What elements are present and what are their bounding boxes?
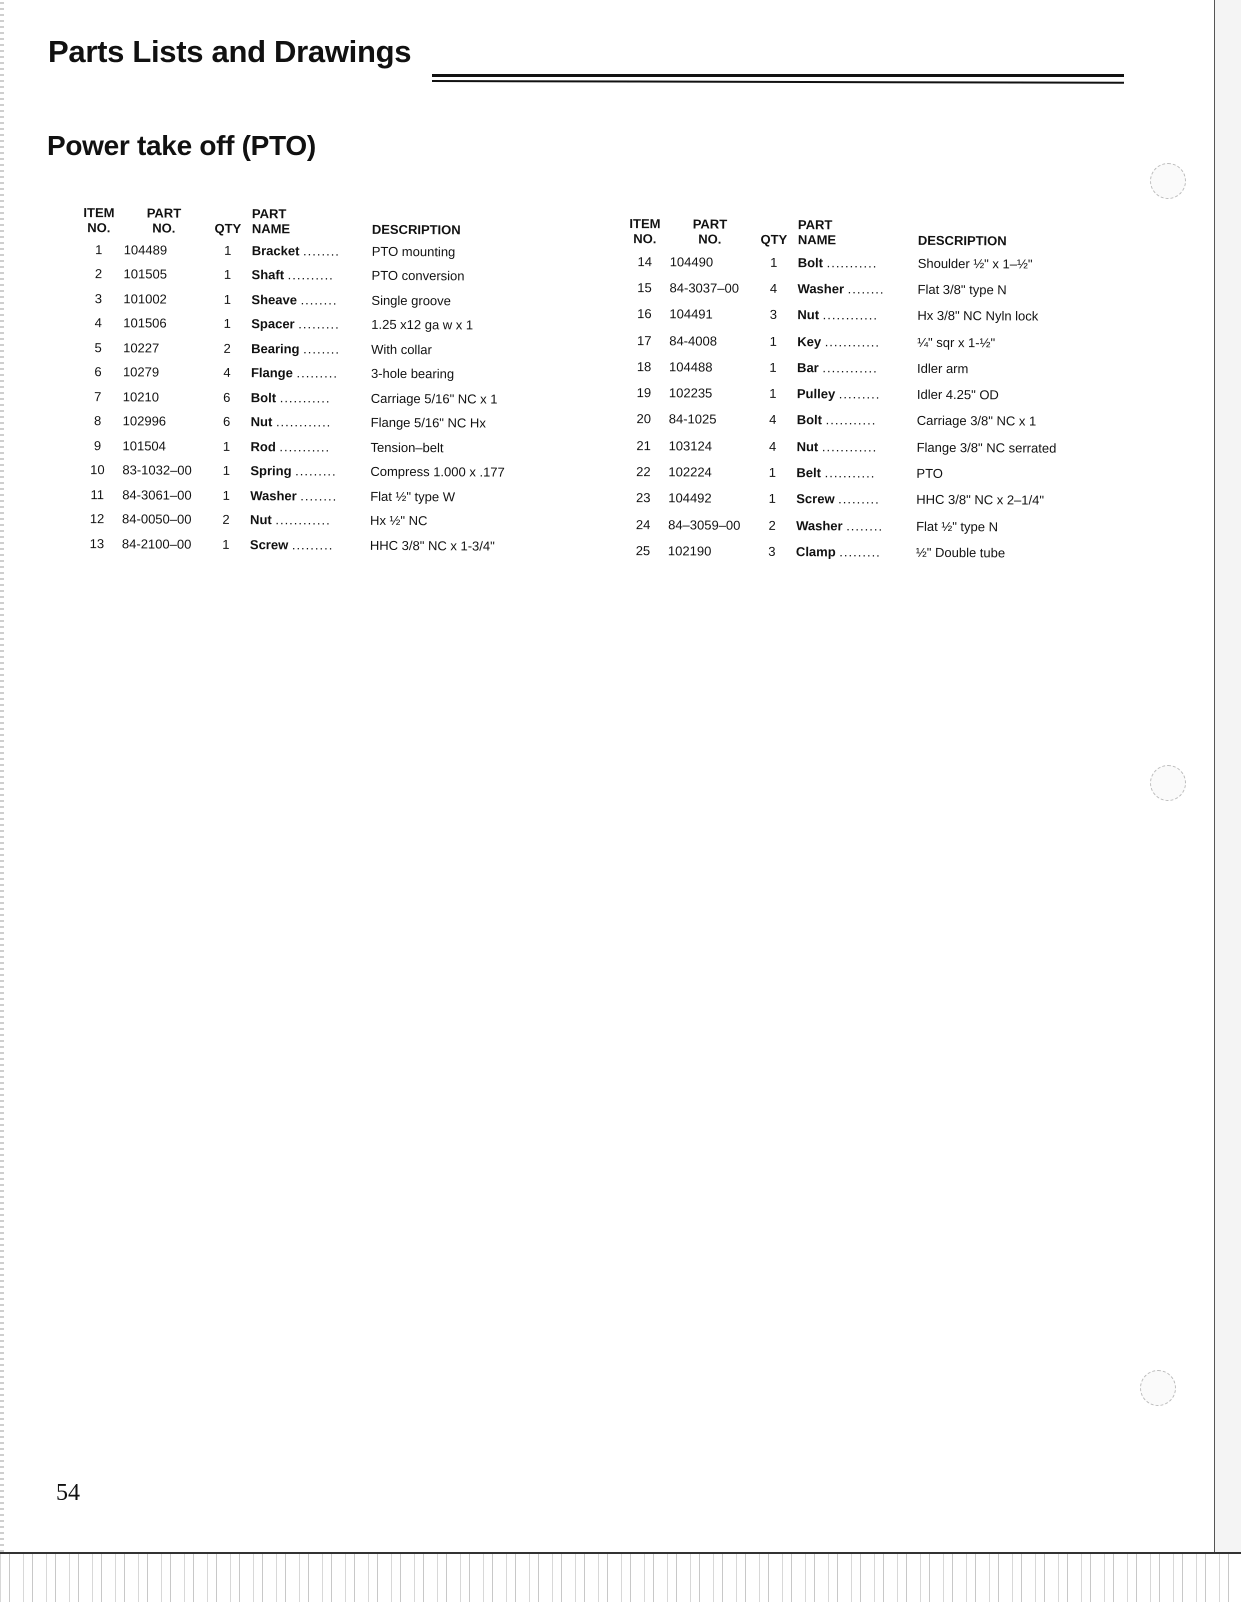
part-no: 84–3059–00 bbox=[668, 516, 741, 533]
part-no: 102235 bbox=[668, 385, 713, 401]
item-no: 21 bbox=[636, 437, 651, 453]
item-no: 16 bbox=[637, 306, 652, 322]
scan-left-edge bbox=[0, 0, 4, 1600]
part-name-cell bbox=[250, 459, 370, 484]
part-no: 102224 bbox=[668, 464, 712, 480]
part-name: Nut bbox=[250, 414, 273, 430]
part-name: Rod bbox=[250, 438, 276, 454]
item-no: 6 bbox=[94, 364, 102, 380]
part-name: Spacer bbox=[251, 316, 295, 332]
part-no: 101505 bbox=[123, 266, 168, 282]
item-no: 20 bbox=[636, 411, 652, 427]
item-no: 10 bbox=[90, 462, 105, 478]
dot-leader: ......... bbox=[291, 537, 334, 553]
part-description: Hx 3/8" NC Nyln lock bbox=[917, 308, 1039, 324]
page-number: 54 bbox=[56, 1480, 80, 1506]
table-row bbox=[73, 408, 531, 435]
dot-leader: .......... bbox=[287, 267, 334, 283]
part-no: 103124 bbox=[668, 438, 713, 454]
table-row bbox=[618, 485, 1076, 514]
table-row bbox=[74, 261, 532, 288]
part-name-cell bbox=[250, 483, 370, 508]
part-name: Pulley bbox=[796, 386, 836, 402]
part-name: Key bbox=[797, 333, 822, 349]
table-row bbox=[618, 458, 1076, 487]
part-name-cell bbox=[796, 459, 916, 486]
qty: 1 bbox=[223, 316, 231, 332]
table-row bbox=[72, 531, 530, 558]
part-name: Belt bbox=[796, 465, 822, 481]
qty: 6 bbox=[223, 414, 231, 430]
part-no: 10227 bbox=[123, 340, 160, 356]
part-name: Bolt bbox=[250, 389, 277, 405]
punch-hole-bottom bbox=[1140, 1370, 1176, 1406]
item-no: 9 bbox=[93, 437, 102, 453]
part-description: ½" Double tube bbox=[915, 544, 1006, 561]
table-row bbox=[73, 310, 531, 337]
part-no: 84-3061–00 bbox=[122, 487, 192, 503]
part-description: Flange 3/8" NC serrated bbox=[916, 439, 1057, 456]
table-header-row bbox=[74, 205, 532, 240]
dot-leader: ............ bbox=[821, 438, 878, 455]
parts-body-left bbox=[72, 237, 532, 558]
table-row bbox=[619, 379, 1077, 408]
part-name: Washer bbox=[250, 487, 297, 504]
part-no: 101506 bbox=[123, 315, 167, 331]
part-description: PTO conversion bbox=[371, 268, 465, 284]
qty: 4 bbox=[769, 280, 778, 296]
item-no: 18 bbox=[636, 358, 652, 375]
item-no: 22 bbox=[636, 464, 651, 480]
dot-leader: ............ bbox=[822, 307, 879, 323]
part-description: 3-hole bearing bbox=[370, 366, 455, 382]
part-description: Flange 5/16" NC Hx bbox=[370, 415, 486, 431]
part-no: 104491 bbox=[669, 306, 713, 322]
col-item-no: ITEM NO. bbox=[83, 205, 115, 236]
dot-leader: ............ bbox=[824, 333, 881, 350]
scan-bottom-strip bbox=[0, 1552, 1241, 1602]
item-no: 8 bbox=[94, 413, 102, 429]
table-row bbox=[72, 506, 530, 533]
part-description: PTO bbox=[916, 465, 943, 481]
col-description: DESCRIPTION bbox=[371, 221, 461, 238]
part-description: Compress 1.000 x .177 bbox=[370, 464, 505, 480]
dot-leader: ......... bbox=[295, 463, 337, 479]
part-name: Bar bbox=[797, 359, 819, 376]
part-name: Sheave bbox=[251, 291, 298, 308]
part-description: With collar bbox=[371, 341, 432, 357]
part-no: 101504 bbox=[122, 438, 166, 454]
part-name: Nut bbox=[797, 307, 820, 323]
part-name: Nut bbox=[250, 512, 272, 528]
part-no: 84-1025 bbox=[668, 411, 717, 428]
part-no: 10279 bbox=[122, 364, 160, 380]
qty: 1 bbox=[222, 438, 231, 454]
dot-leader: ......... bbox=[839, 544, 881, 560]
table-row bbox=[619, 406, 1077, 435]
dot-leader: ........ bbox=[847, 281, 885, 297]
dot-leader: ........... bbox=[825, 412, 877, 428]
qty: 2 bbox=[768, 517, 776, 533]
item-no: 24 bbox=[635, 516, 651, 532]
part-description: Tension–belt bbox=[370, 439, 444, 456]
title-rule-shadow bbox=[432, 80, 1124, 84]
table-row bbox=[619, 432, 1077, 461]
col-part-no: PART NO. bbox=[146, 205, 182, 236]
dot-leader: ........ bbox=[846, 517, 884, 534]
dot-leader: ......... bbox=[298, 316, 340, 332]
part-description: ¼" sqr x 1-½" bbox=[917, 334, 996, 350]
table-row bbox=[618, 511, 1076, 540]
part-name-cell bbox=[796, 512, 916, 539]
part-name: Screw bbox=[249, 536, 289, 553]
part-name: Shaft bbox=[251, 267, 285, 283]
qty: 4 bbox=[223, 365, 231, 381]
title-rule bbox=[432, 74, 1124, 77]
part-no: 101002 bbox=[123, 291, 167, 307]
qty: 4 bbox=[768, 438, 777, 454]
part-no: 84-4008 bbox=[669, 332, 718, 349]
dot-leader: ........ bbox=[303, 243, 341, 259]
table-row bbox=[619, 301, 1077, 330]
parts-table-right bbox=[618, 216, 1078, 566]
dot-leader: ......... bbox=[838, 386, 881, 402]
qty: 6 bbox=[223, 389, 231, 405]
table-row bbox=[619, 274, 1077, 303]
part-name: Washer bbox=[796, 517, 843, 533]
part-description: Flat 3/8" type N bbox=[917, 281, 1007, 298]
item-no: 1 bbox=[95, 241, 103, 257]
part-name-cell bbox=[797, 407, 917, 434]
table-row bbox=[72, 482, 530, 509]
dot-leader: ......... bbox=[838, 491, 880, 507]
table-row bbox=[72, 433, 530, 460]
part-name-cell bbox=[252, 238, 372, 263]
dot-leader: ......... bbox=[296, 365, 339, 381]
section-title: Power take off (PTO) bbox=[47, 130, 316, 161]
col-item-no: ITEM NO. bbox=[629, 216, 661, 247]
dot-leader: ........ bbox=[300, 292, 338, 308]
col-qty: QTY bbox=[214, 220, 242, 237]
part-name: Washer bbox=[797, 281, 845, 297]
item-no: 17 bbox=[636, 332, 652, 348]
part-description: Flat ½" type W bbox=[370, 488, 456, 505]
dot-leader: ........... bbox=[824, 465, 876, 481]
dot-leader: ........ bbox=[300, 488, 338, 504]
part-name: Spring bbox=[250, 463, 292, 479]
part-name-cell bbox=[797, 275, 917, 302]
table-row bbox=[620, 248, 1078, 277]
qty: 1 bbox=[222, 536, 230, 552]
item-no: 23 bbox=[635, 490, 651, 506]
page-title: Parts Lists and Drawings bbox=[48, 34, 412, 69]
part-description: HHC 3/8" NC x 2–1/4" bbox=[916, 492, 1045, 508]
table-row bbox=[618, 537, 1076, 566]
dot-leader: ........... bbox=[279, 439, 331, 455]
table-header-row bbox=[620, 216, 1078, 251]
part-name-cell bbox=[250, 508, 370, 533]
qty: 1 bbox=[769, 386, 777, 402]
table-row bbox=[73, 286, 531, 313]
part-name-cell bbox=[251, 385, 371, 410]
qty: 1 bbox=[768, 491, 776, 507]
col-part-no: PART NO. bbox=[692, 216, 728, 247]
item-no: 12 bbox=[89, 511, 105, 527]
table-row bbox=[619, 353, 1077, 382]
parts-table-left bbox=[72, 205, 532, 558]
part-name-cell bbox=[251, 287, 371, 312]
table-row bbox=[74, 237, 532, 264]
part-name-cell bbox=[797, 354, 917, 381]
part-description: Idler arm bbox=[917, 360, 969, 376]
part-description: HHC 3/8" NC x 1-3/4" bbox=[369, 537, 495, 554]
part-no: 104492 bbox=[668, 490, 712, 506]
qty: 1 bbox=[223, 267, 232, 283]
dot-leader: ............ bbox=[822, 360, 878, 376]
qty: 1 bbox=[769, 359, 777, 375]
part-no: 104489 bbox=[123, 242, 168, 258]
part-name-cell bbox=[797, 328, 917, 355]
part-name: Flange bbox=[250, 365, 293, 381]
part-name-cell bbox=[251, 410, 371, 435]
part-name: Nut bbox=[796, 438, 819, 454]
table-row bbox=[73, 335, 531, 362]
part-name: Bearing bbox=[251, 340, 300, 357]
part-name: Bracket bbox=[251, 242, 300, 259]
part-name: Bolt bbox=[797, 254, 824, 270]
item-no: 19 bbox=[636, 385, 652, 401]
part-description: PTO mounting bbox=[371, 243, 456, 260]
part-description: Carriage 3/8" NC x 1 bbox=[916, 413, 1037, 429]
part-name-cell bbox=[797, 302, 917, 329]
col-part-name: PART NAME bbox=[797, 217, 837, 248]
part-description: Shoulder ½" x 1–½" bbox=[917, 255, 1033, 272]
part-no: 84-0050–00 bbox=[122, 511, 192, 527]
punch-hole-top bbox=[1150, 163, 1186, 199]
dot-leader: ........... bbox=[826, 254, 878, 271]
part-no: 83-1032–00 bbox=[122, 462, 192, 478]
qty: 1 bbox=[223, 291, 232, 307]
part-name-cell bbox=[250, 532, 370, 557]
item-no: 4 bbox=[94, 315, 102, 331]
qty: 2 bbox=[222, 512, 230, 528]
part-description: Idler 4.25" OD bbox=[916, 386, 999, 403]
qty: 1 bbox=[768, 464, 777, 480]
item-no: 11 bbox=[90, 486, 105, 502]
qty: 3 bbox=[768, 543, 776, 559]
part-name-cell bbox=[251, 312, 371, 337]
part-name-cell bbox=[250, 434, 370, 459]
part-name-cell bbox=[797, 433, 917, 460]
part-description: Carriage 5/16" NC x 1 bbox=[370, 390, 498, 407]
part-description: Hx ½" NC bbox=[370, 513, 428, 529]
table-row bbox=[73, 384, 531, 411]
item-no: 13 bbox=[89, 535, 105, 551]
dot-leader: ........ bbox=[303, 341, 341, 357]
col-part-name: PART NAME bbox=[251, 206, 291, 237]
part-description: Single groove bbox=[371, 292, 451, 309]
part-name-cell bbox=[251, 336, 371, 361]
scan-right-edge bbox=[1214, 0, 1241, 1552]
item-no: 25 bbox=[635, 543, 651, 559]
table-row bbox=[73, 359, 531, 386]
table-row bbox=[619, 327, 1077, 356]
part-description: Flat ½" type N bbox=[916, 518, 999, 534]
part-no: 84-2100–00 bbox=[121, 536, 192, 552]
part-name-cell bbox=[796, 486, 916, 513]
part-name-cell bbox=[798, 249, 918, 276]
item-no: 14 bbox=[637, 253, 653, 269]
part-name-cell bbox=[251, 361, 371, 386]
item-no: 7 bbox=[94, 388, 102, 404]
dot-leader: ............ bbox=[275, 512, 331, 528]
qty: 1 bbox=[769, 333, 777, 349]
part-name-cell bbox=[252, 263, 372, 288]
item-no: 5 bbox=[94, 339, 102, 355]
qty: 1 bbox=[770, 254, 778, 270]
qty: 1 bbox=[222, 463, 231, 479]
col-qty: QTY bbox=[760, 231, 788, 248]
part-name: Clamp bbox=[795, 543, 836, 560]
qty: 3 bbox=[769, 307, 778, 323]
part-no: 104490 bbox=[669, 253, 714, 270]
part-no: 102190 bbox=[667, 543, 712, 559]
part-no: 10210 bbox=[122, 389, 160, 405]
item-no: 15 bbox=[637, 280, 652, 296]
qty: 1 bbox=[222, 487, 230, 503]
part-no: 102996 bbox=[122, 413, 167, 429]
part-name-cell bbox=[797, 381, 917, 408]
qty: 2 bbox=[223, 340, 231, 356]
part-name: Bolt bbox=[796, 412, 823, 428]
part-description: 1.25 x12 ga w x 1 bbox=[371, 317, 474, 333]
qty: 4 bbox=[769, 412, 777, 428]
col-description: DESCRIPTION bbox=[917, 232, 1007, 249]
item-no: 2 bbox=[94, 266, 103, 282]
dot-leader: ........... bbox=[279, 390, 331, 406]
part-no: 84-3037–00 bbox=[669, 280, 740, 296]
part-no: 104488 bbox=[669, 359, 713, 375]
qty: 1 bbox=[224, 242, 232, 258]
table-row bbox=[72, 457, 530, 484]
dot-leader: ............ bbox=[275, 414, 332, 430]
part-name: Screw bbox=[796, 491, 835, 507]
parts-body-right bbox=[618, 248, 1078, 566]
part-name-cell bbox=[796, 538, 916, 565]
punch-hole-middle bbox=[1150, 765, 1186, 801]
item-no: 3 bbox=[94, 290, 103, 306]
